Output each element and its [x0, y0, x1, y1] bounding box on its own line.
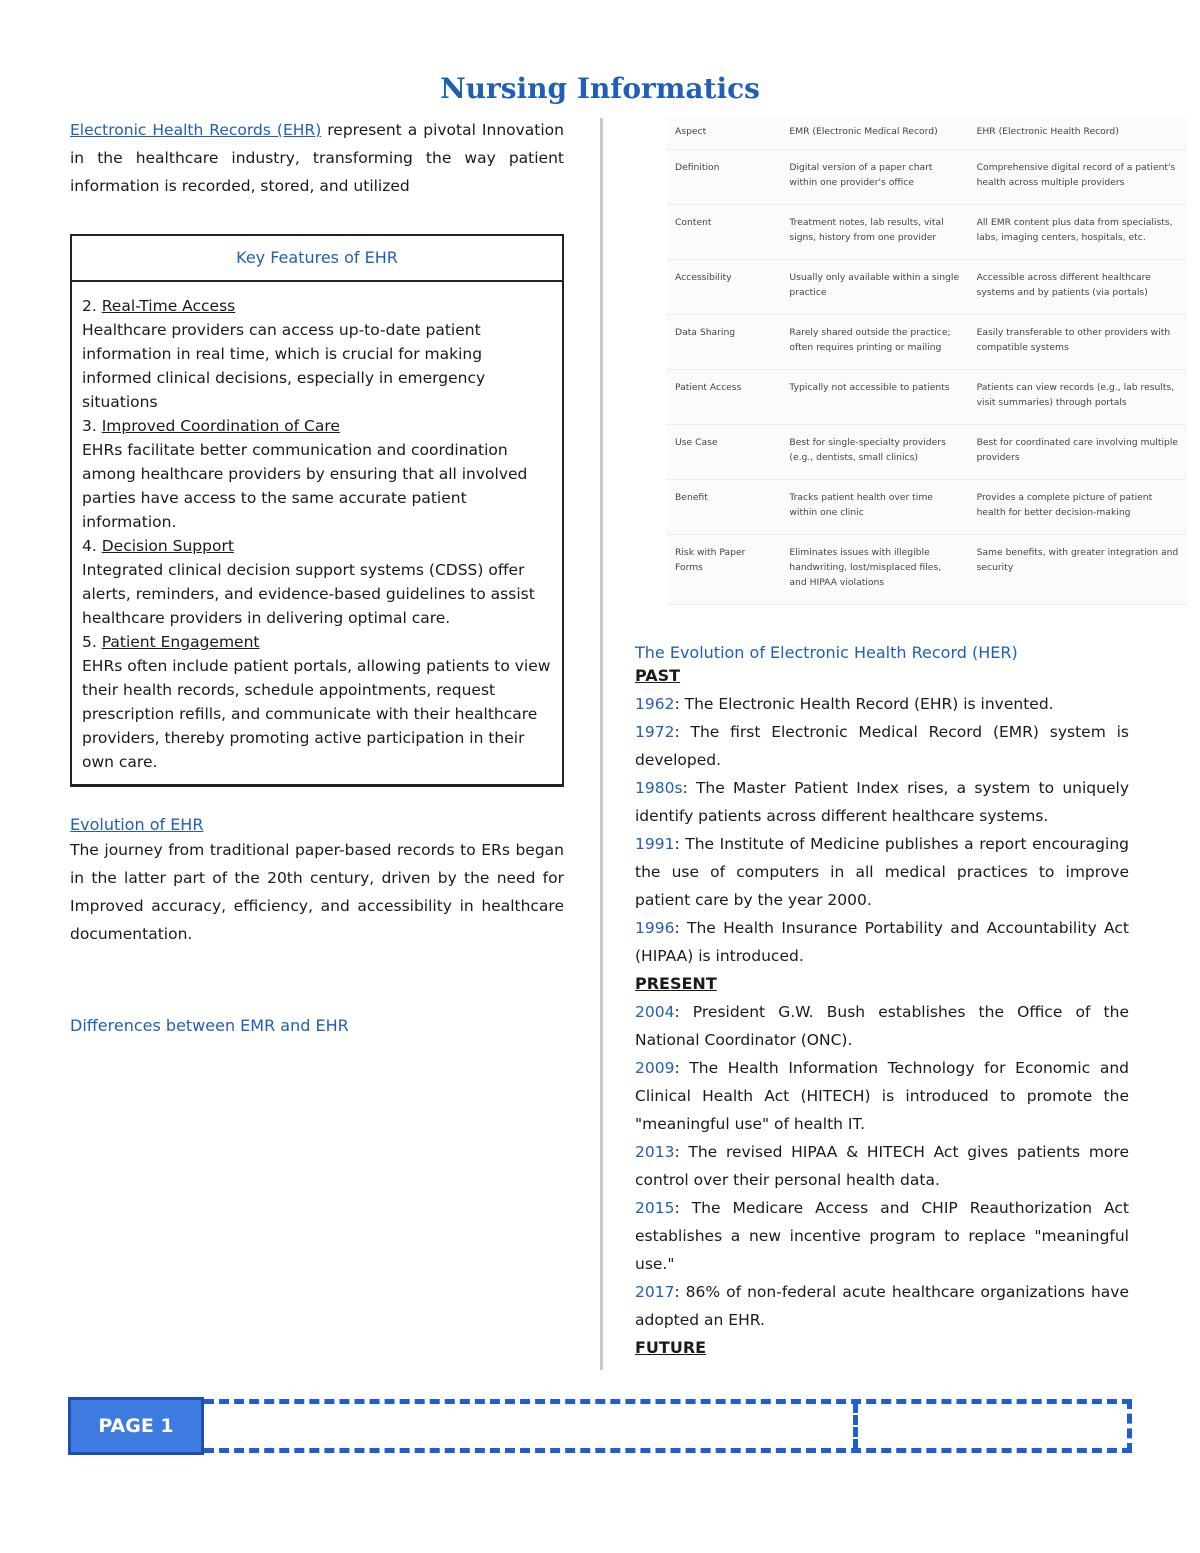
table-cell: Tracks patient health over time within one clinic	[781, 480, 968, 535]
intro-text: represent a pivotal Innovation in the healthcare industry, transforming the way patient information is recorded, stored, and utilized	[70, 121, 564, 195]
timeline-item	[635, 1138, 1129, 1194]
table-cell: Benefit	[667, 480, 781, 535]
table-cell: Usually only available within a single practice	[781, 260, 968, 315]
table-cell: Best for single-specialty providers (e.g., dentists, small clinics)	[781, 425, 968, 480]
left-column	[70, 116, 564, 1035]
timeline-item	[635, 1054, 1129, 1138]
table-cell: Accessible across different healthcare systems and by patients (via portals)	[969, 260, 1187, 315]
table-cell: Use Case	[667, 425, 781, 480]
table-cell: Typically not accessible to patients	[781, 370, 968, 425]
feature-item	[82, 630, 552, 774]
table-cell: Comprehensive digital record of a patient's health across multiple providers	[969, 150, 1187, 205]
feature-title: Real-Time Access	[101, 297, 236, 315]
feature-title: Decision Support	[101, 537, 234, 555]
table-row	[667, 315, 1187, 370]
page-number-badge: PAGE 1	[68, 1397, 204, 1455]
timeline-text: : The Institute of Medicine publishes a report encouraging the use of computers in all medical practices to improve patient care by the year 2000.	[635, 835, 1129, 909]
feature-number: 5.	[82, 633, 102, 651]
feature-title-line	[82, 534, 552, 558]
differences-heading: Differences between EMR and EHR	[70, 1016, 349, 1035]
timeline-year: 2017	[635, 1283, 675, 1301]
table-row	[667, 535, 1187, 605]
table-row	[667, 425, 1187, 480]
table-cell: Patient Access	[667, 370, 781, 425]
table-cell: Digital version of a paper chart within one provider's office	[781, 150, 968, 205]
evolution-section	[70, 815, 564, 948]
feature-item	[82, 414, 552, 534]
table-cell: Easily transferable to other providers with compatible systems	[969, 315, 1187, 370]
table-row	[667, 480, 1187, 535]
table-cell: Rarely shared outside the practice; often requires printing or mailing	[781, 315, 968, 370]
table-cell: All EMR content plus data from specialists, labs, imaging centers, hospitals, etc.	[969, 205, 1187, 260]
timeline-text: : The Health Insurance Portability and Accountability Act (HIPAA) is introduced.	[635, 919, 1129, 965]
timeline-heading: The Evolution of Electronic Health Record (HER)	[635, 643, 1018, 662]
column-divider	[600, 118, 603, 1370]
timeline-text: : The Electronic Health Record (EHR) is invented.	[674, 695, 1054, 713]
table-header-row	[667, 116, 1187, 150]
table-cell: Best for coordinated care involving multiple providers	[969, 425, 1187, 480]
timeline-text: : President G.W. Bush establishes the Office of the National Coordinator (ONC).	[635, 1003, 1129, 1049]
feature-number: 3.	[82, 417, 102, 435]
table-cell: Provides a complete picture of patient health for better decision-making	[969, 480, 1187, 535]
feature-text: EHRs facilitate better communication and coordination among healthcare providers by ensuring that all involved parties have access to the same accurate patient information.	[82, 441, 528, 531]
table-row	[667, 205, 1187, 260]
present-list	[635, 998, 1129, 1334]
evolution-heading[interactable]: Evolution of EHR	[70, 815, 204, 834]
timeline-text: : The first Electronic Medical Record (EMR) system is developed.	[635, 723, 1129, 769]
key-features-list	[72, 282, 562, 784]
timeline-text: : The revised HIPAA & HITECH Act gives patients more control over their personal health data.	[635, 1143, 1129, 1189]
table-cell: Risk with Paper Forms	[667, 535, 781, 605]
table-cell: Same benefits, with greater integration and security	[969, 535, 1187, 605]
page-footer	[68, 1397, 1132, 1455]
table-header: EMR (Electronic Medical Record)	[781, 116, 968, 150]
timeline-item	[635, 690, 1129, 718]
timeline-item	[635, 718, 1129, 774]
key-features-heading: Key Features of EHR	[72, 236, 562, 282]
footer-dashed-separator	[853, 1403, 858, 1449]
timeline-item	[635, 830, 1129, 914]
timeline-year: 1991	[635, 835, 675, 853]
timeline-year: 1962	[635, 695, 675, 713]
feature-number: 4.	[82, 537, 102, 555]
key-features-box	[70, 234, 564, 787]
ehr-link[interactable]: Electronic Health Records (EHR)	[70, 121, 322, 139]
table-row	[667, 260, 1187, 315]
timeline-text: : The Master Patient Index rises, a system to uniquely identify patients across different healthcare systems.	[635, 779, 1129, 825]
right-column	[635, 116, 1179, 1362]
feature-item	[82, 294, 552, 414]
evolution-text: The journey from traditional paper-based records to ERs began in the latter part of the 20th century, driven by the need for Improved accuracy, efficiency, and accessibility in healthcare documentation.	[70, 841, 564, 943]
present-label: PRESENT	[635, 974, 717, 993]
feature-title-line	[82, 630, 552, 654]
table-row	[667, 150, 1187, 205]
table-cell: Content	[667, 205, 781, 260]
timeline-item	[635, 1278, 1129, 1334]
past-list	[635, 690, 1129, 970]
intro-paragraph	[70, 116, 564, 200]
timeline-item	[635, 774, 1129, 830]
timeline-year: 1996	[635, 919, 675, 937]
emr-ehr-comparison-table	[667, 116, 1187, 605]
table-cell: Definition	[667, 150, 781, 205]
feature-text: Integrated clinical decision support systems (CDSS) offer alerts, reminders, and evidence-based guidelines to assist healthcare providers in delivering optimal care.	[82, 561, 535, 627]
feature-title: Patient Engagement	[101, 633, 260, 651]
feature-title-line	[82, 294, 552, 318]
page-title: Nursing Informatics	[440, 72, 760, 105]
timeline-text: : The Medicare Access and CHIP Reauthorization Act establishes a new incentive program to replace "meaningful use."	[635, 1199, 1129, 1273]
past-label: PAST	[635, 666, 681, 685]
table-cell: Treatment notes, lab results, vital signs, history from one provider	[781, 205, 968, 260]
timeline-year: 2009	[635, 1059, 675, 1077]
timeline-text: : 86% of non-federal acute healthcare organizations have adopted an EHR.	[635, 1283, 1129, 1329]
footer-dashed-frame	[204, 1399, 1132, 1453]
timeline-year: 1980s	[635, 779, 683, 797]
table-cell: Patients can view records (e.g., lab results, visit summaries) through portals	[969, 370, 1187, 425]
table-cell: Data Sharing	[667, 315, 781, 370]
feature-text: EHRs often include patient portals, allowing patients to view their health records, schedule appointments, request prescription refills, and communicate with their healthcare providers, thereby promoting active participation in their own care.	[82, 657, 551, 771]
table-row	[667, 370, 1187, 425]
table-cell: Eliminates issues with illegible handwriting, lost/misplaced files, and HIPAA violations	[781, 535, 968, 605]
timeline-text: : The Health Information Technology for Economic and Clinical Health Act (HITECH) is introduced to promote the "meaningful use" of health IT.	[635, 1059, 1129, 1133]
timeline-item	[635, 1194, 1129, 1278]
feature-title: Improved Coordination of Care	[101, 417, 340, 435]
table-cell: Accessibility	[667, 260, 781, 315]
feature-title-line	[82, 414, 552, 438]
timeline-year: 2013	[635, 1143, 675, 1161]
timeline-year: 2004	[635, 1003, 675, 1021]
timeline-year: 1972	[635, 723, 675, 741]
table-header: EHR (Electronic Health Record)	[969, 116, 1187, 150]
feature-item	[82, 534, 552, 630]
timeline-item	[635, 998, 1129, 1054]
timeline-year: 2015	[635, 1199, 675, 1217]
timeline-item	[635, 914, 1129, 970]
comparison-table-image	[667, 116, 1187, 605]
feature-text: Healthcare providers can access up-to-date patient information in real time, which is crucial for making informed clinical decisions, especially in emergency situations	[82, 321, 486, 411]
future-label: FUTURE	[635, 1338, 707, 1357]
table-header: Aspect	[667, 116, 781, 150]
feature-number: 2.	[82, 297, 102, 315]
timeline-section	[635, 643, 1129, 1362]
